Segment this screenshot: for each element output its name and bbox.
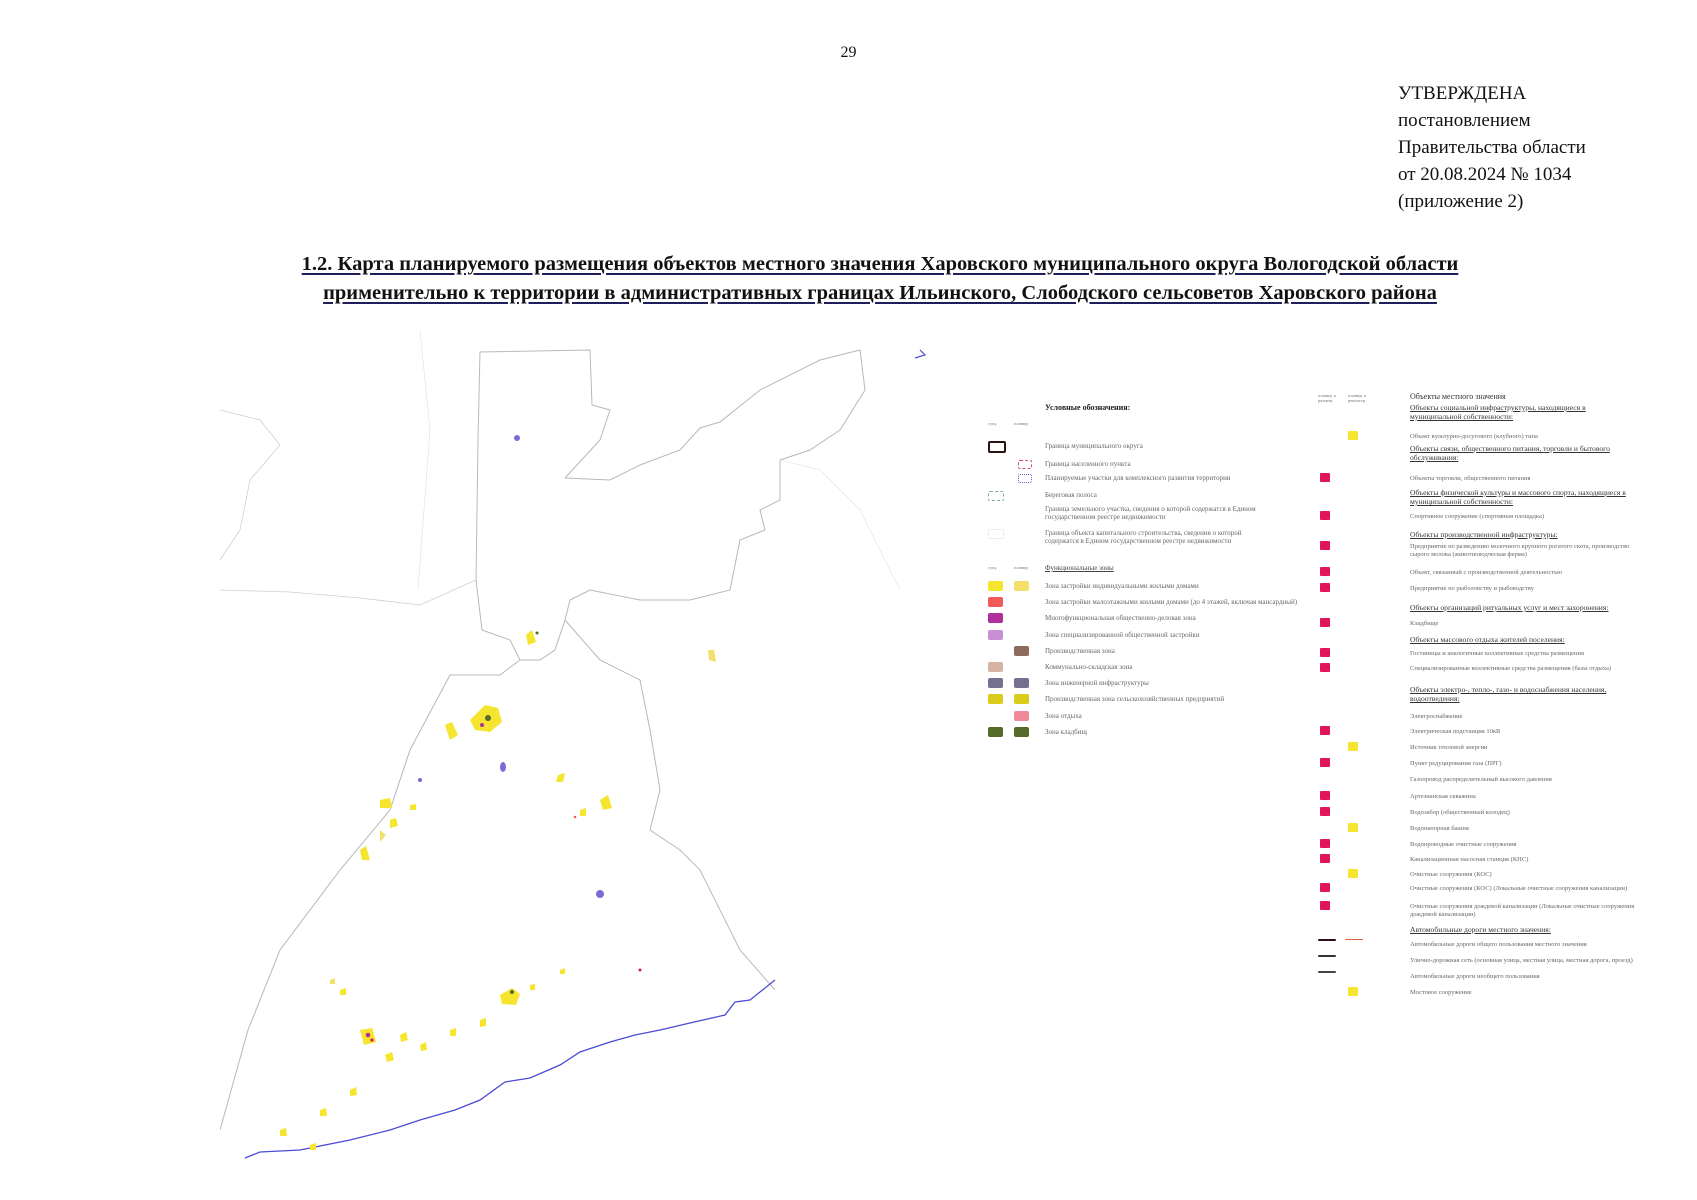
zones-header: Функциональные зоны <box>1045 564 1114 572</box>
object-item-label: Водозабор (общественный колодец) <box>1410 809 1510 816</box>
map-title <box>200 250 1560 308</box>
approval-line: Правительства области <box>1398 137 1586 158</box>
object-symbol <box>1348 987 1358 996</box>
zone-label: Зона специализированной общественной застройки <box>1045 630 1200 639</box>
object-item-label: Автомобильные дороги общего пользования местного значения <box>1410 941 1587 948</box>
object-item-label: Улично-дорожная сеть (основная улица, местная улица, местная дорога, проезд) <box>1410 957 1633 964</box>
boundary-symbol-settlement <box>1018 460 1032 469</box>
objects-col-header-reconstruct: планир. к реконстр. <box>1348 393 1367 403</box>
zone-label: Зона отдыха <box>1045 711 1082 720</box>
object-item-label: Предприятие по разведению молочного крупного рогатого скота, производство сырого молока (животноводческая ферма) <box>1410 543 1630 558</box>
zone-swatch-planned <box>1014 727 1029 737</box>
boundary-label: Граница земельного участка, сведения о которой содержатся в Едином государственном реестре недвижимости <box>1045 505 1256 521</box>
object-symbol <box>1320 791 1330 800</box>
object-category-label: Объекты социальной инфраструктуры, находящиеся в муниципальной собственности: <box>1410 403 1586 421</box>
legend-col-header-planned: планир. <box>1014 565 1029 570</box>
road-line-symbol-planned <box>1345 939 1363 940</box>
approval-line: (приложение 2) <box>1398 191 1524 212</box>
boundary-symbol-district <box>988 441 1006 453</box>
object-symbol <box>1320 567 1330 576</box>
objects-title: Объекты местного значения <box>1410 392 1506 401</box>
object-symbol <box>1320 663 1330 672</box>
object-item-label: Канализационная насосная станция (КНС) <box>1410 856 1529 863</box>
object-item-label: Источник тепловой энергии <box>1410 744 1488 751</box>
zone-swatch-planned <box>1014 678 1029 688</box>
settlement-cluster-southwest <box>360 798 416 860</box>
zone-label: Зона кладбищ <box>1045 727 1087 736</box>
object-symbol <box>1320 618 1330 627</box>
zone-swatch-existing <box>988 694 1003 704</box>
zone-swatch-existing <box>988 630 1003 640</box>
object-category-label: Объекты связи, общественного питания, торговли и бытового обслуживания: <box>1410 444 1610 462</box>
object-item-label: Мостовое сооружение <box>1410 989 1472 996</box>
district-boundary-north <box>480 350 610 478</box>
object-symbol <box>1320 854 1330 863</box>
lake <box>514 435 520 441</box>
neighbor-boundary-east <box>780 460 900 590</box>
object-item-label: Очистные сооружения дождевой канализации (Локальные очистные сооружения дождевой канализации) <box>1410 903 1635 918</box>
zone-swatch-planned <box>1014 646 1029 656</box>
object-item-label: Газопровод распределительный высокого давления <box>1410 776 1552 783</box>
road-line-symbol <box>1318 939 1336 941</box>
object-item-label: Кладбище <box>1410 620 1439 627</box>
zone-swatch-planned <box>1014 711 1029 721</box>
zone-swatch-existing <box>988 581 1003 591</box>
zone-swatch-planned <box>1014 694 1029 704</box>
boundary-label: Береговая полоса <box>1045 491 1097 499</box>
district-boundary <box>220 352 520 1130</box>
approval-block <box>1398 80 1586 215</box>
map-title-line1: 1.2. Карта планируемого размещения объектов местного значения Харовского муниципального округа Вологодской области <box>301 253 1459 275</box>
object-category-label: Автомобильные дороги местного значения: <box>1410 925 1551 934</box>
boundary-label: Граница объекта капитального строительства, сведения о которой содержатся в Едином государственном реестре недвижимости <box>1045 529 1242 545</box>
legend-col-header-planned: планир. <box>1014 421 1029 426</box>
river-mouth <box>915 350 925 358</box>
settlement-cluster-south <box>280 968 642 1150</box>
object-symbol <box>1348 823 1358 832</box>
object-item-label: Очистные сооружения (КОС) <box>1410 871 1492 878</box>
object-item-label: Очистные сооружения (КОС) (Локальные очистные сооружения канализации) <box>1410 885 1628 892</box>
object-item-label: Объект культурно-досугового (клубного) типа <box>1410 433 1538 440</box>
object-symbol <box>1320 583 1330 592</box>
neighbor-boundary-west2 <box>220 580 476 605</box>
zone-label: Многофункциональная общественно-деловая зона <box>1045 614 1196 623</box>
lake <box>596 890 604 898</box>
river <box>245 980 775 1158</box>
object-symbol <box>1320 883 1330 892</box>
map-title-line2: применительно к территории в административных границах Ильинского, Слободского сельсоветов Харовского района <box>323 282 1437 304</box>
object-symbol <box>1320 473 1330 482</box>
legend-title: Условные обозначения: <box>1045 403 1131 412</box>
road-line-symbol <box>1318 955 1336 957</box>
zone-label: Коммунально-складская зона <box>1045 663 1133 671</box>
district-boundary-east <box>520 350 865 660</box>
object-symbol <box>1320 648 1330 657</box>
object-symbol <box>1320 511 1330 520</box>
boundary-label: Граница муниципального округа <box>1045 442 1143 450</box>
legend-col-header-existing: сущ. <box>988 421 997 426</box>
boundary-label: Планируемые участки для комплексного развития территории <box>1045 474 1231 482</box>
object-item-label: Предприятие по рыболовству и рыбоводству <box>1410 585 1534 592</box>
object-item-label: Гостиницы и аналогичные коллективные средства размещения <box>1410 650 1584 657</box>
boundary-symbol-planned-area <box>1018 474 1032 483</box>
zone-swatch-existing <box>988 662 1003 672</box>
object-category-label: Объекты организаций ритуальных услуг и мест захоронения: <box>1410 603 1609 612</box>
neighbor-boundary-west <box>220 410 280 560</box>
object-item-label: Объекты торговли, общественного питания <box>1410 475 1531 482</box>
objects-col-header-planned: планир. к размещ. <box>1318 393 1337 403</box>
object-symbol <box>1320 901 1330 910</box>
object-symbol <box>1348 869 1358 878</box>
page-number: 29 <box>840 44 857 61</box>
object-item-label: Электроснабжение <box>1410 713 1463 720</box>
approval-line: УТВЕРЖДЕНА <box>1398 83 1527 104</box>
neighbor-boundary-north <box>418 330 430 590</box>
district-boundary-southeast <box>565 620 775 990</box>
object-item-label: Электрическая подстанция 10кВ <box>1410 728 1501 735</box>
object-item-label: Объект, связанный с производственной деятельностью <box>1410 569 1562 576</box>
approval-line: от 20.08.2024 № 1034 <box>1398 164 1572 185</box>
zone-label: Зона застройки индивидуальными жилыми домами <box>1045 582 1199 590</box>
boundary-symbol-parcel <box>988 529 1004 539</box>
zone-swatch-existing <box>988 597 1003 607</box>
object-item-label: Автомобильные дороги необщего пользования <box>1410 973 1540 980</box>
boundary-label: Граница населенного пункта <box>1045 460 1131 468</box>
object-item-label: Водопроводные очистные сооружения <box>1410 841 1517 848</box>
zone-label: Зона инженерной инфраструктуры <box>1045 679 1149 688</box>
zone-swatch-existing <box>988 678 1003 688</box>
legend <box>970 392 1660 1115</box>
object-item-label: Пункт редуцирования газа (ПРГ) <box>1410 760 1502 767</box>
object-category-label: Объекты массового отдыха жителей поселения: <box>1410 635 1565 644</box>
object-category-label: Объекты электро-, тепло-, газо- и водоснабжения населения, водоотведения: <box>1410 685 1607 703</box>
object-category-label: Объекты физической культуры и массового спорта, находящиеся в муниципальной собственности: <box>1410 488 1626 506</box>
zone-label: Зона застройки малоэтажными жилыми домами (до 4 этажей, включая мансардный) <box>1045 598 1298 607</box>
settlement-cluster-east <box>556 773 612 818</box>
lake <box>418 778 422 782</box>
object-symbol <box>1320 726 1330 735</box>
object-item-label: Специализированные коллективные средства размещения (базы отдыха) <box>1410 665 1612 672</box>
zone-swatch-existing <box>988 727 1003 737</box>
object-symbol <box>1348 431 1358 440</box>
object-symbol <box>1348 742 1358 751</box>
zone-swatch-existing <box>988 613 1003 623</box>
zone-label: Производственная зона <box>1045 646 1115 655</box>
territory-map <box>220 330 940 1160</box>
object-symbol <box>1320 839 1330 848</box>
object-item-label: Водонапорная башня <box>1410 825 1469 832</box>
zone-swatch-planned <box>1014 581 1029 591</box>
boundary-symbol-shore <box>988 491 1004 501</box>
approval-line: постановлением <box>1398 110 1531 131</box>
object-symbol <box>1320 758 1330 767</box>
zone-label: Производственная зона сельскохозяйственных предприятий <box>1045 695 1225 704</box>
legend-col-header-existing: сущ. <box>988 565 997 570</box>
object-symbol <box>1320 541 1330 550</box>
road-line-symbol <box>1318 971 1336 973</box>
object-category-label: Объекты производственной инфраструктуры: <box>1410 530 1558 539</box>
lake <box>500 762 506 772</box>
settlement-cluster-central <box>445 705 502 740</box>
object-item-label: Спортивное сооружение (спортивная площадка) <box>1410 513 1544 520</box>
object-symbol <box>1320 807 1330 816</box>
object-item-label: Артезианская скважина <box>1410 793 1476 800</box>
settlement-cluster-north <box>526 630 716 662</box>
